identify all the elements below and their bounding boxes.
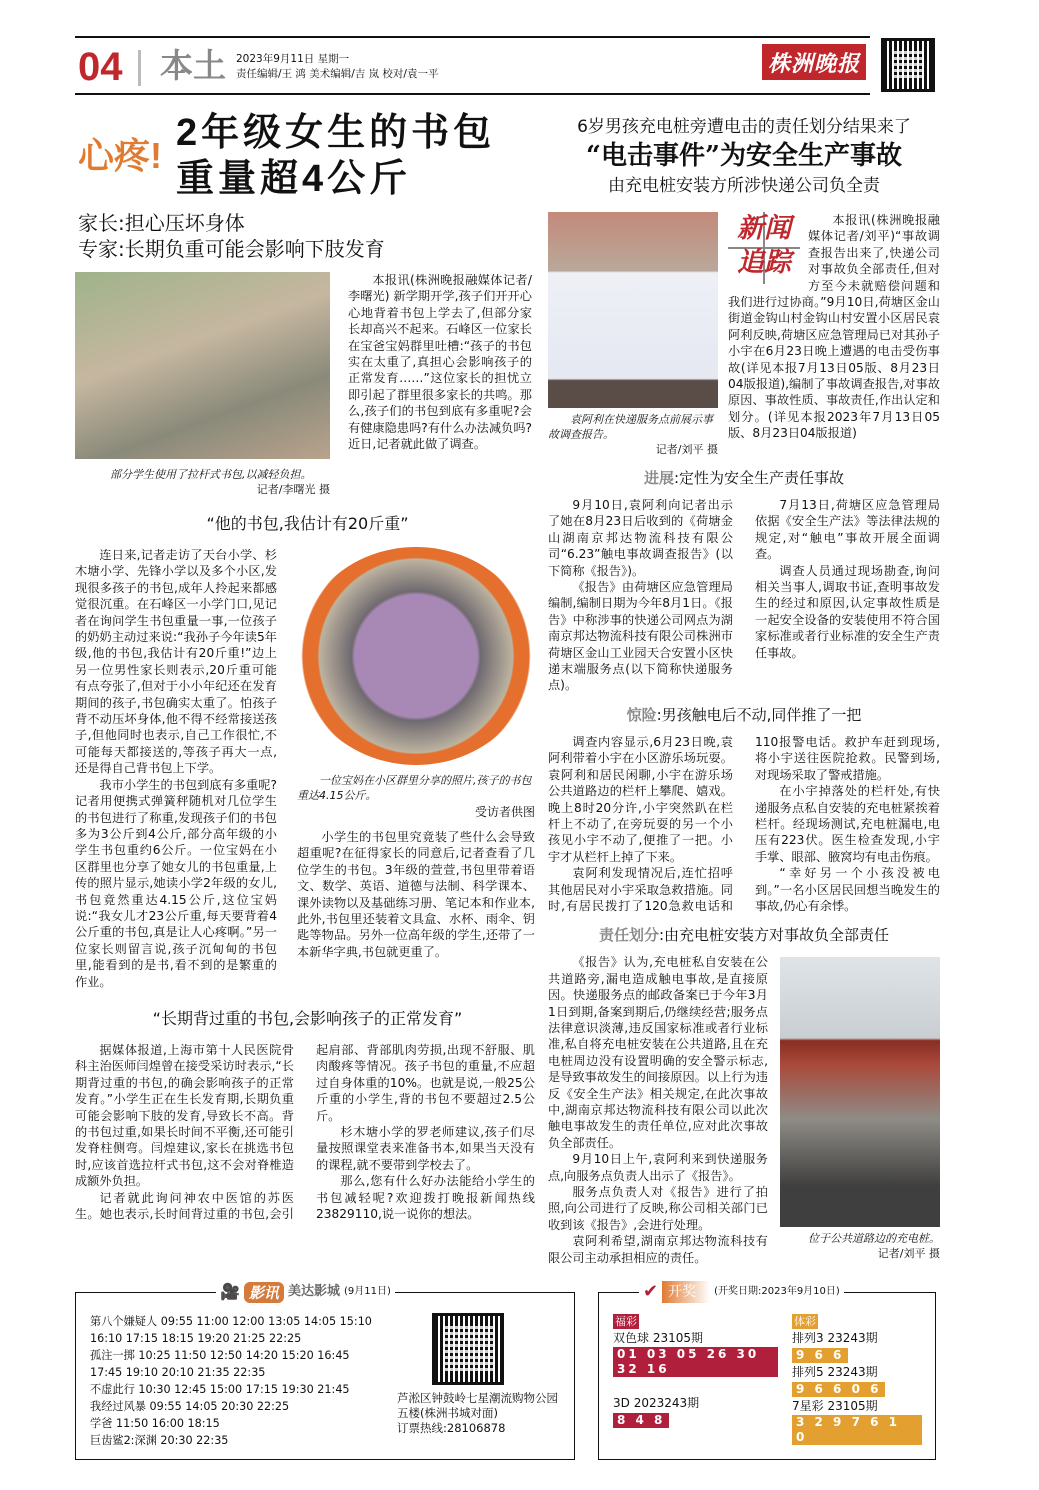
cinema-contact: [397, 1391, 562, 1436]
article1-intro: 本报讯(株洲晚报融媒体记者/李曙光) 新学期开学,孩子们开开心心地背着书包上学去了,但部分家长却高兴不起来。石峰区一位家长在宝爸宝妈群里吐槽:“孩子的书包实在太重了,真担心会影响孩子的正常发育……”这位家长的担忧立即引起了群里很多家长的共鸣。那么,孩子们的书包到底有多重呢?会有健康隐患吗?有什么办法减负吗?近日,记者就此做了调查。: [348, 273, 532, 452]
winning-numbers: 01 03 05 26 30 32 16: [613, 1347, 778, 1377]
photo-caption: 部分学生使用了拉杆式书包,以减轻负担。: [110, 468, 312, 481]
page-number: 04: [78, 45, 123, 89]
article1: [75, 104, 540, 1222]
photo-credit: 记者/刘平 摄: [877, 1247, 940, 1261]
article2-headline: “电击事件”为安全生产事故: [586, 141, 902, 171]
responsibility-row: [548, 954, 940, 1266]
lottery-date: (开奖日期:2023年9月10日): [714, 1286, 840, 1298]
movie-item: 孤注一掷 10:25 11:50 12:50 14:20 15:20 16:45 17:45 19:10 20:10 21:35 22:35: [90, 1349, 350, 1380]
issue-date: 2023年9月11日 星期一: [236, 53, 350, 65]
students-photo: [75, 272, 330, 459]
winning-numbers: 3 2 9 7 6 1 0: [792, 1415, 922, 1445]
sports-lottery: 体彩 排列3 23243期 9 6 6 排列5 23243期 9 6 6 0 6 7星彩 23105期 3 2 9 7 6 1 0: [792, 1313, 922, 1449]
section-responsibility-body: 《报告》认为,充电桩私自安装在公共道路旁,漏电造成触电事故,是直接原因。快递服务点的邮政备案已于今年3月1日到期,备案到期后,仍继续经营;服务点法律意识淡薄,违反国家标准或者行业标准,私自将充电桩安装在公共道路,且在充电桩周边没有设置明确的安全警示标志,是导致事故发生的间接原因。以上行为违反《安全生产法》相关规定,在此次事故中,湖南京邦达物流科技有限公司以此次触电事故发生的责任单位,应对此次事故负全部责任。 9月10日上午,袁阿利来到快递服务点,向服务点负责人出示了《报告》。 服务点负责人对《报告》进行了拍照,向公司进行了反映,称公司相关部门已收到该《报告》,会进行处理。 袁阿利希望,湖南京邦达物流科技有限公司主动承担相应的责任。: [548, 955, 768, 1265]
headline-row: [78, 110, 540, 202]
photo1-block: [75, 272, 330, 497]
article2-intro: 新闻 追踪 本报讯(株洲晚报融媒体记者/刘平)“事故调查报告出来了,快递公司对事故负全部责任,但对方至今未就赔偿问题和我们进行过协商。”9月10日,荷塘区金山街道金钩山村金钩山村安置小区居民袁阿利反映,荷塘区应急管理局已对其孙子小宇在6月23日晚上遭遇的电击受伤事故(详见本报7月13日05版、8月23日04版报道),编制了事故调查报告,对事故原因、事故性质、事故责任,作出认定和划分。(详见本报2023年7月13日05版、8月23日04版报道): [728, 213, 940, 441]
section-name: 本土: [160, 47, 226, 84]
game-name: 双色球 23105期: [613, 1331, 703, 1346]
movie-item: 我经过风暴 09:55 14:05 20:30 22:25: [90, 1400, 290, 1414]
movie-item: 学爸 11:50 16:00 18:15: [90, 1417, 220, 1431]
checkmark-icon: ✔: [643, 1281, 659, 1303]
report-photo-block: [548, 212, 718, 457]
lottery-badge: 开奖: [662, 1281, 710, 1303]
game-name: 7星彩 23105期: [792, 1399, 878, 1414]
subhead-development: “长期背过重的书包,会影响孩子的正常发育”: [152, 1008, 463, 1028]
photo-credit: 记者/刘平 摄: [655, 443, 718, 456]
cinema-hotline: 订票热线:28106878: [397, 1421, 506, 1436]
movie-item: 第八个嫌疑人 09:55 11:00 12:00 13:05 14:05 15:10 16:10 17:15 18:15 19:20 21:25 22:25: [90, 1315, 372, 1346]
winning-numbers: 9 6 6: [792, 1348, 848, 1363]
cinema-badge: 影讯: [244, 1282, 284, 1303]
schoolbag-photo: [297, 547, 535, 765]
cinema-date: (9月11日): [343, 1286, 391, 1298]
movie-item: 不虚此行 10:30 12:45 15:00 17:15 19:30 21:45: [90, 1383, 350, 1397]
subheadline-experts: 专家:长期负重可能会影响下肢发育: [78, 237, 385, 261]
bag-row: [75, 547, 540, 990]
game-name: 排列3 23243期: [792, 1331, 878, 1346]
section-danger-heading: 惊险:男孩触电后不动,同伴推了一把: [626, 705, 862, 724]
subheadline-parents: 家长:担心压坏身体: [78, 211, 245, 235]
subhead-20-jin: “他的书包,我估计有20斤重”: [206, 514, 409, 533]
film-projector-icon: 🎥: [220, 1282, 240, 1302]
article2-kicker: 6岁男孩充电桩旁遭电击的责任划分结果来了: [577, 117, 911, 137]
cinema-header: [216, 1281, 395, 1303]
article1-expert-section: 据媒体报道,上海市第十人民医院骨科主治医师闫煌曾在接受采访时表示,“长期背过重的书包,的确会影响孩子的正常发育。”小学生正在生长发育期,长期负重可能会影响下肢的发育,导致长不高。背的书包过重,如果长时间不平衡,还可能引发脊柱侧弯。闫煌建议,家长在挑选书包时,应该首选拉杆式书包,这不会对脊椎造成额外负担。 记者就此询问神农中医馆的苏医生。她也表示,长时间背过重的书包,会引起肩部、背部肌肉劳损,出现不舒服、肌肉酸疼等情况。孩子书包的重量,不应超过自身体重的10%。也就是说,一般25公斤重的小学生,背的书包不要超过2.5公斤。 杉木塘小学的罗老师建议,孩子们尽量按照课堂表来准备书本,如果当天没有的课程,就不要带到学校去了。 那么,您有什么好办法能给小学生的书包减轻呢?欢迎拨打晚报新闻热线23829110,说一说你的想法。: [75, 1042, 535, 1222]
photo-credit: 受访者供图: [474, 805, 535, 819]
article2-subheadline: 由充电桩安装方所涉快递公司负全责: [608, 176, 880, 196]
lottery-header: [639, 1281, 844, 1303]
editors: 责任编辑/王 鸿 美术编辑/吉 岚 校对/袁一平: [236, 68, 439, 80]
report-photo: [548, 212, 718, 408]
article1-bag-contents: 小学生的书包里究竟装了些什么会导致超重呢?在征得家长的同意后,记者查看了几位学生的书包。3年级的萱萱,书包里带着语文、数学、英语、道德与法制、科学课本、课外读物以及基础练习册、笔记本和作业本,此外,书包里还装着文具盒、水杯、雨伞、钥匙等物品。另外一位高年级的学生,还带了一本新华字典,书包就更重了。: [297, 830, 535, 959]
photo-caption: 一位宝妈在小区群里分享的照片,孩子的书包重达4.15公斤。: [297, 774, 532, 802]
cinema-box: [75, 1282, 575, 1460]
lottery-box: [598, 1281, 936, 1460]
game-name: 3D 2023243期: [613, 1396, 700, 1411]
photo-caption: 位于公共道路边的充电桩。: [808, 1232, 940, 1246]
cinema-qr-code-icon[interactable]: [432, 1313, 504, 1385]
winning-numbers: 8 4 8: [613, 1413, 669, 1428]
headline-line-2: 重量超4公斤: [176, 158, 412, 200]
section-progress-heading: 进展:定性为安全生产责任事故: [643, 469, 845, 487]
winning-numbers: 9 6 6 0 6: [792, 1382, 885, 1397]
movie-schedule: [90, 1313, 385, 1449]
newspaper-logo: 株洲晚报: [762, 44, 866, 80]
main-content: [75, 0, 1039, 1266]
headline-line-1: 2年级女生的书包: [176, 112, 496, 154]
cinema-info: [397, 1313, 562, 1449]
cinema-address: 芦淞区钟鼓岭七星潮流购物公园五楼(株洲书城对面): [397, 1391, 558, 1421]
section-progress-body: 9月10日,袁阿利向记者出示了她在8月23日后收到的《荷塘金山湖南京邦达物流科技有限公司“6.23”触电事故调查报告》(以下简称《报告》)。 《报告》由荷塘区应急管理局编制,编制日期为今年8月1日。《报告》中称涉事的快递公司网点为湖南京邦达物流科技有限公司株洲市荷塘区金山工业园天合安置小区快递末端服务点(以下简称快递服务点)。 7月13日,荷塘区应急管理局依据《安全生产法》等法律法规的规定,对“触电”事故开展全面调查。 调查人员通过现场勘查,询问相关当事人,调取书证,查明事故发生的经过和原因,认定事故性质是一起安全设备的安装使用不符合国家标准或者行业标准的安全生产责任事故。: [548, 498, 940, 693]
section-responsibility-heading: 责任划分:由充电桩安装方对事故负全部责任: [598, 926, 890, 945]
article2: [548, 104, 940, 1266]
article1-col1: 连日来,记者走访了天台小学、杉木塘小学、先锋小学以及多个小区,发现很多孩子的书包,成年人拎起来都感觉很沉重。在石峰区一小学门口,见记者在询问学生书包重量一事,一位孩子的奶奶主动过来说:“我孙子今年读5年级,他的书包,我估计有20斤重!”边上另一位男性家长则表示,20斤重可能有点夸张了,但对于小小年纪还在发育期间的孩子,书包确实太重了。怕孩子背不动压坏身体,他不得不经常接送孩子,但他同时也表示,自己工作很忙,不可能每天都接送的,等孩子再大一点,还是得自己背书包上下学。 我市小学生的书包到底有多重呢?记者用便携式弹簧秤随机对几位学生的书包进行了称重,发现孩子们的书包多为3公斤到4公斤,部分高年级的小学生书包重约6公斤。一位宝妈在小区群里也分享了她女儿的书包重量,上传的照片显示,她读小学2年级的女儿,书包竟然重达4.15公斤,这位宝妈说:“我女儿才23公斤重,每天要背着4公斤重的书包,真是让人心疼啊。”另一位家长则留言说,孩子沉甸甸的书包里,能看到的是书,看不到的是繁重的作业。: [75, 548, 277, 989]
movie-item: 巨齿鲨2:深渊 20:30 22:35: [90, 1434, 229, 1448]
photo-caption: 袁阿利在快递服务点前展示事故调查报告。: [548, 413, 713, 441]
listings: [75, 1281, 1039, 1460]
game-name: 排列5 23243期: [792, 1365, 878, 1380]
intro-row: [75, 272, 540, 497]
bag-block: [297, 547, 535, 960]
photo-credit: 记者/李曙光 摄: [256, 483, 330, 496]
welfare-lottery: 福彩 双色球 23105期 01 03 05 26 30 32 16 3D 2023243期 8 4 8: [613, 1313, 778, 1449]
headline-kicker: 心疼!: [78, 135, 162, 176]
article2-intro-row: [548, 212, 940, 457]
charging-pile-photo: [780, 957, 940, 1227]
charging-pile-block: [780, 957, 940, 1261]
cinema-name: 美达影城: [287, 1284, 340, 1300]
headline: [176, 110, 495, 202]
section-danger-body: 调查内容显示,6月23日晚,袁阿利带着小宇在小区游乐场玩耍。袁阿利和居民闲聊,小宇在游乐场公共道路边的栏杆上攀爬、嬉戏。晚上8时20分许,小宇突然趴在栏杆上不动了,在旁玩耍的另一个小孩见小宇不动了,便推了一把。小宇才从栏杆上掉了下来。 袁阿利发现情况后,连忙招呼其他居民对小宇采取急救措施。同时,有居民拨打了120急救电话和110报警电话。救护车赶到现场,将小宇送往医院抢救。民警到场,对现场采取了警戒措施。 在小宇掉落处的栏杆处,有快递服务点私自安装的充电桩紧挨着栏杆。经现场测试,充电桩漏电,电压有223伏。医生检查发现,小宇手掌、眼部、腋窝均有电击伤痕。 “幸好另一个小孩没被电到。”一名小区居民回想当晚发生的事故,仍心有余悸。: [548, 734, 940, 913]
news-tracking-badge: 新闻 追踪: [728, 212, 800, 284]
